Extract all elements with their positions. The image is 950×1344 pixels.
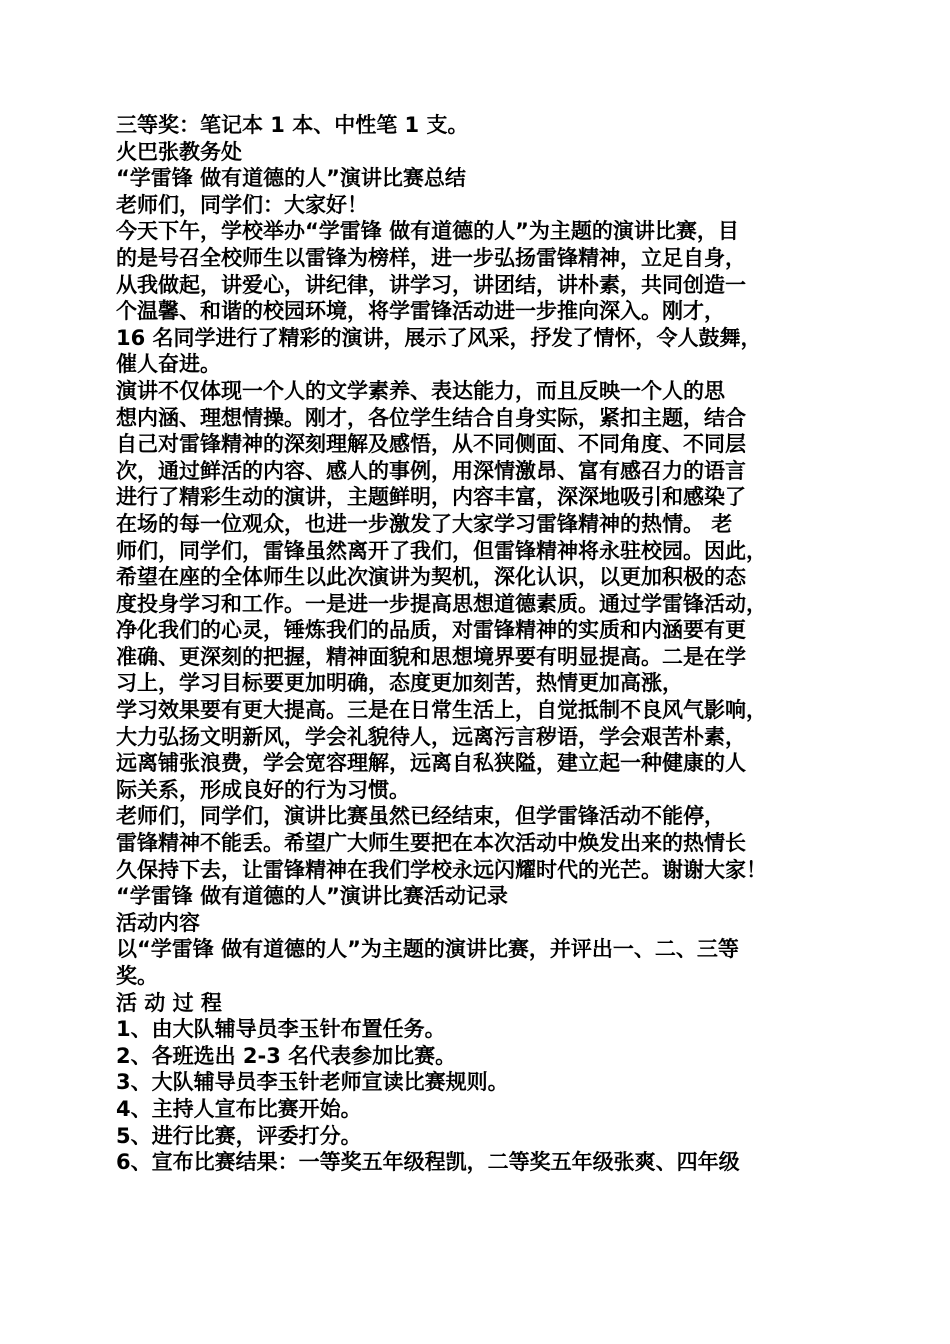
paragraph-line: 自己对雷锋精神的深刻理解及感悟，从不同侧面、不同角度、不同层 [116,432,746,457]
paragraph-line: 想内涵、理想情操。刚才，各位学生结合自身实际，紧扣主题，结合 [116,405,746,430]
paragraph-line: 际关系，形成良好的行为习惯。 [116,777,410,802]
paragraph-line: 度投身学习和工作。一是进一步提高思想道德素质。通过学雷锋活动， [116,591,767,616]
paragraph-line: 进行了精彩生动的演讲，主题鲜明，内容丰富，深深地吸引和感染了 [116,485,746,510]
section-title-summary: “学雷锋 做有道德的人”演讲比赛总结 [116,166,466,191]
paragraph-line: 希望在座的全体师生以此次演讲为契机，深化认识，以更加积极的态 [116,565,746,590]
paragraph-line: 习上，学习目标要更加明确，态度更加刻苦，热情更加高涨， [116,671,683,696]
list-item: 4、主持人宣布比赛开始。 [116,1096,362,1121]
paragraph-line: 催人奋进。 [116,352,221,377]
paragraph-line: 个温馨、和谐的校园环境，将学雷锋活动进一步推向深入。刚才， [116,299,725,324]
paragraph-line: 次，通过鲜活的内容、感人的事例，用深情激昂、富有感召力的语言 [116,458,746,483]
paragraph-line: 老师们，同学们，演讲比赛虽然已经结束，但学雷锋活动不能停， [116,804,725,829]
paragraph-line: 久保持下去，让雷锋精神在我们学校永远闪耀时代的光芒。谢谢大家！ [116,857,767,882]
subheading-activity-content: 活动内容 [116,910,200,935]
section-title-record: “学雷锋 做有道德的人”演讲比赛活动记录 [116,884,508,909]
paragraph-line: 以“学雷锋 做有道德的人”为主题的演讲比赛，并评出一、二、三等 [116,937,739,962]
list-item: 5、进行比赛，评委打分。 [116,1123,362,1148]
paragraph-line: 大力弘扬文明新风，学会礼貌待人，远离污言秽语，学会艰苦朴素， [116,724,746,749]
paragraph-line: 从我做起，讲爱心，讲纪律，讲学习，讲团结，讲朴素，共同创造一 [116,272,746,297]
paragraph-line: 的是号召全校师生以雷锋为榜样，进一步弘扬雷锋精神，立足自身， [116,245,746,270]
paragraph-line: 奖。 [116,964,158,988]
document-body [116,112,856,1176]
paragraph-line: 学习效果要有更大提高。三是在日常生活上，自觉抵制不良风气影响， [116,698,767,723]
paragraph-line: 准确、更深刻的把握，精神面貌和思想境界要有明显提高。二是在学 [116,644,746,669]
list-item: 6、宣布比赛结果：一等奖五年级程凯，二等奖五年级张爽、四年级 [116,1150,740,1175]
text-line-prize-third: 三等奖：笔记本 1 本、中性笔 1 支。 [116,113,469,137]
list-item: 2、各班选出 2-3 名代表参加比赛。 [116,1043,457,1068]
subheading-activity-process: 活 动 过 程 [116,990,222,1015]
text-line-greeting: 老师们，同学们：大家好！ [116,192,368,217]
list-item: 3、大队辅导员李玉针老师宣读比赛规则。 [116,1070,509,1095]
paragraph-line: 今天下午，学校举办“学雷锋 做有道德的人”为主题的演讲比赛，目 [116,219,739,244]
paragraph-line: 雷锋精神不能丢。希望广大师生要把在本次活动中焕发出来的热情长 [116,831,746,856]
list-item: 1、由大队辅导员李玉针布置任务。 [116,1017,446,1042]
paragraph-line: 师们，同学们，雷锋虽然离开了我们，但雷锋精神将永驻校园。因此， [116,538,767,563]
paragraph-line: 在场的每一位观众，也进一步激发了大家学习雷锋精神的热情。 老 [116,511,733,536]
paragraph-line: 净化我们的心灵，锤炼我们的品质，对雷锋精神的实质和内涵要有更 [116,618,746,643]
paragraph-line: 远离铺张浪费，学会宽容理解，远离自私狭隘，建立起一种健康的人 [116,751,746,776]
paragraph-line: 演讲不仅体现一个人的文学素养、表达能力，而且反映一个人的思 [116,378,725,403]
text-line-issuer: 火巴张教务处 [116,139,242,164]
paragraph-line: 16 名同学进行了精彩的演讲，展示了风采，抒发了情怀，令人鼓舞， [116,325,762,350]
